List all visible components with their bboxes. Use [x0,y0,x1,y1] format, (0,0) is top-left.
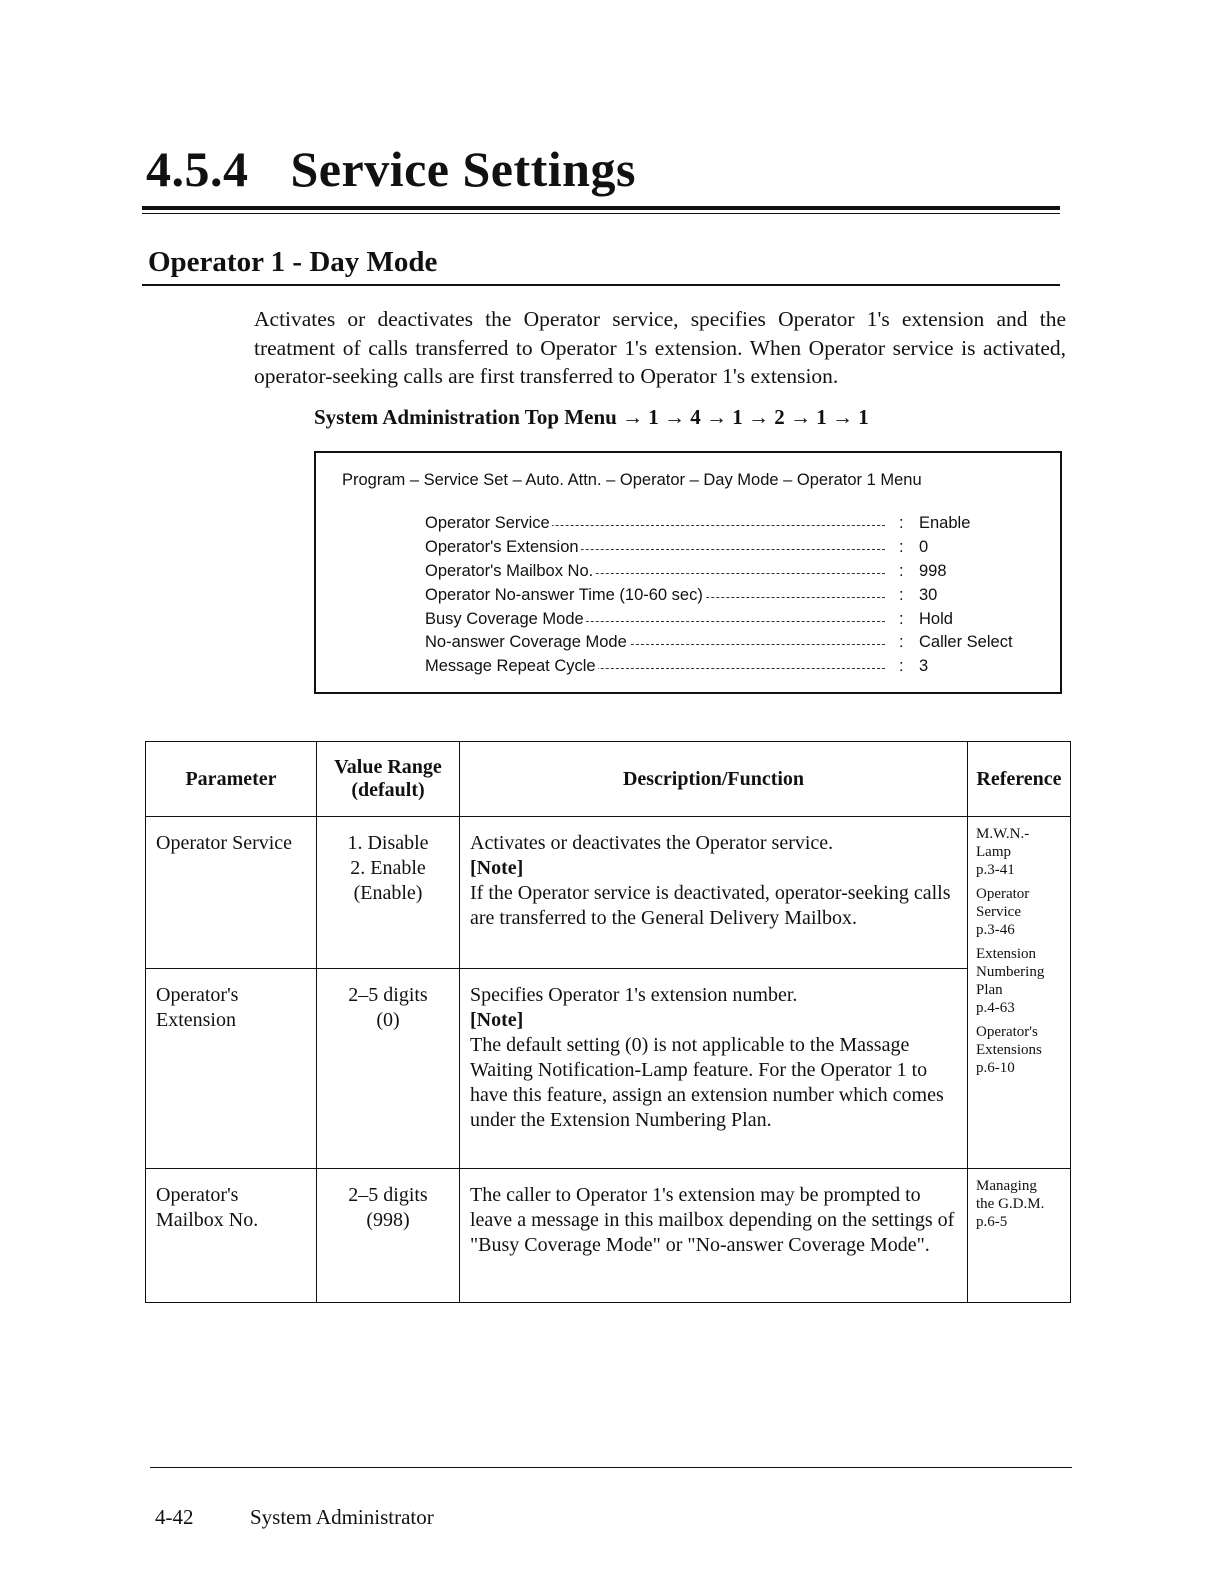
range-line: (998) [366,1209,410,1231]
screen-row-value: 0 [919,538,929,556]
screen-row [425,657,1045,679]
reference-entry [976,945,1064,1017]
note-text: The default setting (0) is not applicable to the Massage Waiting Notification-Lamp feature. For the Operator 1 to have this feature, assign an extension number which comes under the Extension Numbering Plan. [470,1034,944,1131]
param-cell [146,969,317,1169]
screen-row-colon: : [899,586,904,604]
range-line: 1. Disable [347,832,429,854]
header-reference: Reference [968,742,1071,817]
screen-row-colon: : [899,610,904,628]
ref-line: Lamp [976,844,1011,860]
ref-line: Managing [976,1178,1037,1194]
menu-path: System Administration Top Menu → 1 → 4 → 1 → 2 → 1 → 1 [314,405,869,429]
heading-rule-thin [142,213,1060,214]
header-parameter: Parameter [146,742,317,817]
footer-page-number: 4-42 [155,1505,194,1529]
reference-cell [968,817,1071,1169]
reference-cell [968,1169,1071,1303]
description-text: Specifies Operator 1's extension number. [470,984,798,1006]
range-line: (Enable) [353,882,423,904]
reference-entry [976,1177,1064,1231]
subsection-title: Operator 1 - Day Mode [148,246,438,278]
screen-row-colon: : [899,538,904,556]
section-title [146,140,636,198]
param-text: Operator Service [156,832,293,854]
screen-row-label: Operator's Mailbox No. [425,562,594,580]
screen-row-label: Busy Coverage Mode [425,610,584,628]
ref-line: Operator's [976,1024,1038,1040]
header-range-line2: (default) [351,779,425,801]
subsection-rule [142,284,1060,286]
reference-entry [976,885,1064,939]
screen-row-colon: : [899,657,904,675]
param-text: Mailbox No. [156,1209,259,1231]
param-text: Operator's [156,984,239,1006]
header-value-range [317,742,460,817]
range-cell [317,969,460,1169]
description-cell [460,817,968,969]
ref-line: p.6-10 [976,1060,1015,1076]
screen-row [425,514,1045,536]
range-cell [317,817,460,969]
range-line: 2–5 digits [348,1184,428,1206]
param-text: Extension [156,1009,236,1031]
screen-row [425,610,1045,632]
screen-row-value: Caller Select [919,633,1013,651]
screen-row-value: Enable [919,514,971,532]
screen-row-colon: : [899,514,904,532]
ref-line: M.W.N.- [976,826,1030,842]
screen-row-label: No-answer Coverage Mode [425,633,627,651]
footer-label: System Administrator [250,1505,434,1529]
screen-row-value: 30 [919,586,938,604]
screen-row [425,586,1045,608]
note-label: [Note] [470,857,524,879]
header-description: Description/Function [460,742,968,817]
ref-line: Extension [976,946,1036,962]
table-row [146,1169,1071,1303]
ref-line: Numbering [976,964,1045,980]
ref-line: Plan [976,982,1003,998]
parameter-table [145,741,1071,1303]
screen-title: Program – Service Set – Auto. Attn. – Operator – Day Mode – Operator 1 Menu [342,471,922,489]
screen-row-label: Message Repeat Cycle [425,657,596,675]
screen-row-label: Operator Service [425,514,550,532]
screen-row-colon: : [899,633,904,651]
range-line: (0) [376,1009,400,1031]
screen-row-label: Operator's Extension [425,538,579,556]
description-cell [460,969,968,1169]
intro-paragraph: Activates or deactivates the Operator service, specifies Operator 1's extension and the treatment of calls transferred to Operator 1's extension. When Operator service is activated, operator-seeking calls are first transferred to Operator 1's extension. [254,307,1066,388]
screen-row [425,538,1045,560]
note-label: [Note] [470,1009,524,1031]
section-number: 4.5.4 [146,141,249,197]
range-cell [317,1169,460,1303]
screen-row [425,562,1045,584]
ref-line: Service [976,904,1021,920]
section-title-text: Service Settings [290,141,636,197]
screen-box [314,451,1062,694]
screen-row-value: Hold [919,610,953,628]
ref-line: Operator [976,886,1030,902]
footer-rule [150,1467,1072,1468]
reference-entry [976,1023,1064,1077]
description-text: The caller to Operator 1's extension may be prompted to leave a message in this mailbox depending on the settings of "Busy Coverage Mode" or "No-answer Coverage Mode". [470,1184,955,1256]
screen-row [425,633,1045,655]
table-row [146,817,1071,969]
heading-rule-thick [142,206,1060,210]
ref-line: p.6-5 [976,1214,1008,1230]
param-cell [146,1169,317,1303]
ref-line: the G.D.M. [976,1196,1045,1212]
header-range-line1: Value Range [334,756,442,778]
screen-row-colon: : [899,562,904,580]
description-cell [460,1169,968,1303]
screen-row-value: 3 [919,657,929,675]
table-row [146,969,1071,1169]
param-text: Operator's [156,1184,239,1206]
reference-entry [976,825,1064,879]
ref-line: p.3-41 [976,862,1015,878]
param-cell [146,817,317,969]
table-header-row [146,742,1071,817]
ref-line: p.4-63 [976,1000,1015,1016]
screen-row-label: Operator No-answer Time (10-60 sec) [425,586,703,604]
ref-line: Extensions [976,1042,1042,1058]
ref-line: p.3-46 [976,922,1015,938]
range-line: 2–5 digits [348,984,428,1006]
screen-row-value: 998 [919,562,947,580]
description-text: Activates or deactivates the Operator service. [470,832,834,854]
note-text: If the Operator service is deactivated, operator-seeking calls are transferred to the General Delivery Mailbox. [470,882,951,929]
range-line: 2. Enable [350,857,426,879]
